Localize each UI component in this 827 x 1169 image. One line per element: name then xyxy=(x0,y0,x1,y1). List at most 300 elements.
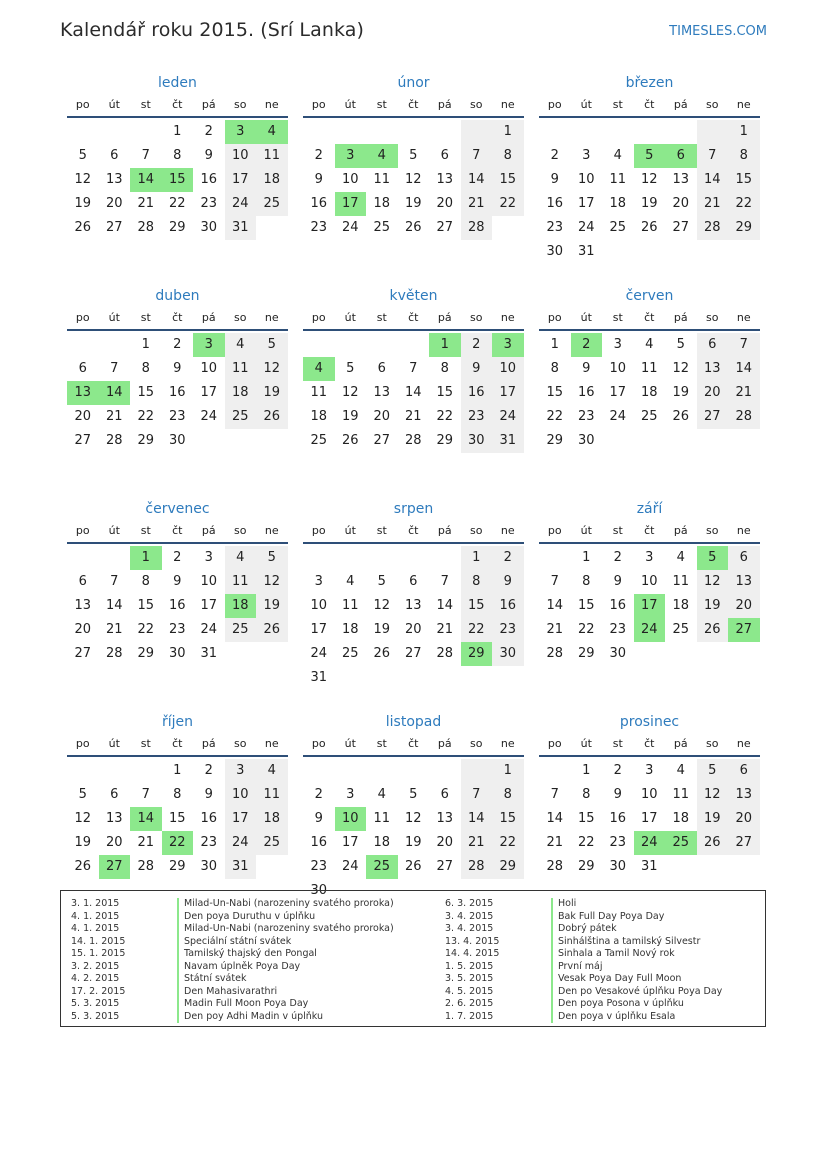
day-cell: 1 xyxy=(173,124,182,139)
day-cell: 22 xyxy=(577,622,595,637)
day-cell: 24 xyxy=(225,192,257,216)
day-cell: 2 xyxy=(550,148,559,163)
day-cell: 24 xyxy=(341,220,359,235)
day-cell: 26 xyxy=(672,409,690,424)
day-cell: 10 xyxy=(609,361,627,376)
day-cell: 17 xyxy=(341,835,359,850)
legend-date: 4. 1. 2015 xyxy=(71,910,120,922)
month-4 xyxy=(303,285,524,485)
day-cell: 24 xyxy=(310,646,328,661)
weekday-label: pá xyxy=(673,98,688,111)
weekday-label: po xyxy=(547,737,562,750)
day-cell: 21 xyxy=(728,381,760,405)
day-cell: 16 xyxy=(546,196,564,211)
day-cell: 22 xyxy=(728,192,760,216)
day-cell: 2 xyxy=(204,763,213,778)
month-name: září xyxy=(636,501,663,517)
holiday-day-cell: 17 xyxy=(335,192,367,216)
day-cell: 8 xyxy=(173,148,182,163)
day-grid xyxy=(303,546,524,690)
day-cell: 16 xyxy=(461,381,493,405)
day-cell: 11 xyxy=(373,811,391,826)
empty-cell xyxy=(99,120,131,144)
legend-holiday-name: Dobrý pátek xyxy=(551,923,617,936)
holiday-day-cell: 24 xyxy=(634,831,666,855)
day-cell: 17 xyxy=(310,622,328,637)
legend-date: 1. 5. 2015 xyxy=(445,960,494,972)
day-cell: 2 xyxy=(173,337,182,352)
day-cell: 22 xyxy=(436,409,454,424)
day-cell: 28 xyxy=(461,855,493,879)
weekday-label: ne xyxy=(264,98,279,111)
empty-cell xyxy=(398,120,430,144)
holiday-legend xyxy=(60,890,766,1027)
weekday-label: ne xyxy=(500,737,515,750)
empty-cell xyxy=(99,759,131,783)
day-cell: 7 xyxy=(550,574,559,589)
weekday-label: út xyxy=(108,737,120,750)
day-grid xyxy=(67,759,288,879)
weekday-label: čt xyxy=(172,98,183,111)
day-cell: 16 xyxy=(168,385,186,400)
day-cell: 18 xyxy=(373,835,391,850)
day-cell: 12 xyxy=(74,811,92,826)
day-cell: 26 xyxy=(256,618,288,642)
day-cell: 11 xyxy=(225,357,257,381)
weekday-label: po xyxy=(75,311,90,324)
day-cell: 28 xyxy=(436,646,454,661)
day-cell: 24 xyxy=(200,409,218,424)
day-cell: 13 xyxy=(436,172,454,187)
day-cell: 21 xyxy=(697,192,729,216)
day-cell: 5 xyxy=(409,787,418,802)
day-cell: 28 xyxy=(137,220,155,235)
day-cell: 3 xyxy=(582,148,591,163)
day-cell: 18 xyxy=(609,196,627,211)
day-cell: 17 xyxy=(640,811,658,826)
page-title: Kalendář roku 2015. (Srí Lanka) xyxy=(60,19,364,41)
day-cell: 4 xyxy=(377,787,386,802)
weekday-label: st xyxy=(140,524,151,537)
day-cell: 2 xyxy=(613,763,622,778)
legend-row xyxy=(71,1011,391,1024)
day-cell: 23 xyxy=(609,622,627,637)
day-cell: 23 xyxy=(310,859,328,874)
day-cell: 29 xyxy=(137,433,155,448)
weekday-label: st xyxy=(612,524,623,537)
day-cell: 14 xyxy=(546,811,564,826)
day-cell: 13 xyxy=(74,598,92,613)
weekday-label: čt xyxy=(172,311,183,324)
day-cell: 7 xyxy=(110,361,119,376)
legend-date: 15. 1. 2015 xyxy=(71,948,126,959)
month-name: květen xyxy=(389,288,438,304)
legend-row xyxy=(71,961,391,974)
weekday-label: út xyxy=(580,98,592,111)
day-cell: 27 xyxy=(373,433,391,448)
day-cell: 20 xyxy=(672,196,690,211)
day-cell: 16 xyxy=(609,598,627,613)
legend-date: 6. 3. 2015 xyxy=(445,898,494,909)
empty-cell xyxy=(335,546,367,570)
day-cell: 27 xyxy=(697,405,729,429)
day-cell: 19 xyxy=(341,409,359,424)
empty-cell xyxy=(303,120,335,144)
weekday-label: st xyxy=(376,98,387,111)
day-cell: 16 xyxy=(577,385,595,400)
day-cell: 6 xyxy=(440,787,449,802)
day-cell: 5 xyxy=(346,361,355,376)
day-cell: 22 xyxy=(577,835,595,850)
day-cell: 16 xyxy=(168,598,186,613)
holiday-day-cell: 5 xyxy=(697,546,729,570)
weekday-header xyxy=(67,94,288,118)
day-cell: 22 xyxy=(461,618,493,642)
day-grid xyxy=(67,120,288,240)
day-cell: 18 xyxy=(256,807,288,831)
day-cell: 25 xyxy=(341,646,359,661)
weekday-label: út xyxy=(344,524,356,537)
weekday-label: út xyxy=(580,524,592,537)
day-cell: 1 xyxy=(728,120,760,144)
weekday-header xyxy=(303,733,524,757)
empty-cell xyxy=(398,333,430,357)
empty-cell xyxy=(665,120,697,144)
weekday-header xyxy=(303,94,524,118)
day-cell: 23 xyxy=(461,405,493,429)
day-cell: 12 xyxy=(697,570,729,594)
day-cell: 24 xyxy=(492,405,524,429)
day-cell: 1 xyxy=(492,759,524,783)
day-cell: 12 xyxy=(341,385,359,400)
day-cell: 21 xyxy=(404,409,422,424)
holiday-day-cell: 15 xyxy=(162,168,194,192)
day-cell: 21 xyxy=(461,192,493,216)
day-cell: 18 xyxy=(225,381,257,405)
legend-holiday-name: Speciální státní svátek xyxy=(177,936,291,949)
month-name: duben xyxy=(155,288,200,304)
empty-cell xyxy=(634,120,666,144)
day-cell: 20 xyxy=(373,409,391,424)
day-cell: 27 xyxy=(728,831,760,855)
empty-cell xyxy=(303,333,335,357)
holiday-day-cell: 25 xyxy=(366,855,398,879)
weekday-label: so xyxy=(706,524,719,537)
weekday-label: ne xyxy=(264,737,279,750)
day-cell: 19 xyxy=(256,594,288,618)
day-cell: 3 xyxy=(645,550,654,565)
weekday-label: čt xyxy=(408,311,419,324)
legend-date: 3. 5. 2015 xyxy=(445,973,494,984)
legend-date: 1. 7. 2015 xyxy=(445,1010,494,1022)
day-cell: 5 xyxy=(256,333,288,357)
day-cell: 15 xyxy=(577,811,595,826)
day-cell: 28 xyxy=(404,433,422,448)
weekday-label: po xyxy=(311,524,326,537)
day-cell: 18 xyxy=(640,385,658,400)
weekday-label: so xyxy=(706,98,719,111)
day-cell: 15 xyxy=(168,811,186,826)
empty-cell xyxy=(429,546,461,570)
day-grid xyxy=(539,120,760,264)
day-cell: 29 xyxy=(436,433,454,448)
day-cell: 11 xyxy=(609,172,627,187)
weekday-label: ne xyxy=(500,311,515,324)
day-cell: 15 xyxy=(492,168,524,192)
day-cell: 29 xyxy=(577,859,595,874)
legend-row xyxy=(71,998,391,1011)
day-cell: 11 xyxy=(310,385,328,400)
day-cell: 7 xyxy=(461,783,493,807)
weekday-label: so xyxy=(234,311,247,324)
day-cell: 15 xyxy=(137,385,155,400)
day-cell: 23 xyxy=(200,835,218,850)
day-cell: 23 xyxy=(546,220,564,235)
day-cell: 29 xyxy=(577,646,595,661)
month-name: listopad xyxy=(385,714,442,730)
legend-date: 4. 5. 2015 xyxy=(445,985,494,997)
weekday-label: so xyxy=(234,737,247,750)
legend-row xyxy=(445,923,765,936)
day-cell: 22 xyxy=(492,831,524,855)
weekday-header xyxy=(539,307,760,331)
weekday-label: út xyxy=(580,311,592,324)
day-cell: 8 xyxy=(550,361,559,376)
legend-row xyxy=(71,911,391,924)
weekday-label: po xyxy=(311,311,326,324)
weekday-label: po xyxy=(547,524,562,537)
day-cell: 4 xyxy=(676,763,685,778)
empty-cell xyxy=(335,333,367,357)
day-cell: 5 xyxy=(377,574,386,589)
day-cell: 17 xyxy=(200,385,218,400)
day-cell: 29 xyxy=(137,646,155,661)
day-cell: 23 xyxy=(168,622,186,637)
day-grid xyxy=(539,333,760,453)
day-cell: 21 xyxy=(546,835,564,850)
legend-holiday-name: Tamilský thajský den Pongal xyxy=(177,948,317,961)
day-cell: 23 xyxy=(492,618,524,642)
day-cell: 13 xyxy=(728,783,760,807)
weekday-label: út xyxy=(344,98,356,111)
day-cell: 16 xyxy=(492,594,524,618)
day-cell: 6 xyxy=(697,333,729,357)
day-cell: 20 xyxy=(105,196,123,211)
holiday-day-cell: 29 xyxy=(461,642,493,666)
day-cell: 27 xyxy=(74,646,92,661)
day-cell: 30 xyxy=(609,859,627,874)
holiday-day-cell: 4 xyxy=(366,144,398,168)
weekday-label: po xyxy=(75,737,90,750)
day-cell: 22 xyxy=(168,196,186,211)
empty-cell xyxy=(130,759,162,783)
day-cell: 14 xyxy=(461,168,493,192)
legend-row xyxy=(71,936,391,949)
weekday-label: út xyxy=(580,737,592,750)
day-cell: 1 xyxy=(173,763,182,778)
day-cell: 1 xyxy=(492,120,524,144)
day-cell: 23 xyxy=(577,409,595,424)
day-cell: 28 xyxy=(461,216,493,240)
day-cell: 22 xyxy=(546,409,564,424)
holiday-day-cell: 13 xyxy=(67,381,99,405)
weekday-label: so xyxy=(706,311,719,324)
day-cell: 4 xyxy=(256,759,288,783)
empty-cell xyxy=(366,759,398,783)
day-cell: 13 xyxy=(373,385,391,400)
empty-cell xyxy=(366,546,398,570)
weekday-label: čt xyxy=(172,737,183,750)
weekday-label: pá xyxy=(201,311,216,324)
day-cell: 12 xyxy=(697,783,729,807)
empty-cell xyxy=(67,546,99,570)
day-cell: 8 xyxy=(141,361,150,376)
empty-cell xyxy=(366,120,398,144)
weekday-label: po xyxy=(75,524,90,537)
weekday-label: so xyxy=(470,737,483,750)
day-cell: 14 xyxy=(461,807,493,831)
day-cell: 10 xyxy=(640,787,658,802)
day-cell: 8 xyxy=(582,787,591,802)
day-cell: 2 xyxy=(492,546,524,570)
day-cell: 19 xyxy=(404,835,422,850)
empty-cell xyxy=(398,759,430,783)
weekday-label: so xyxy=(470,311,483,324)
day-cell: 9 xyxy=(204,148,213,163)
legend-date: 14. 1. 2015 xyxy=(71,935,126,947)
month-8 xyxy=(539,498,760,698)
day-cell: 28 xyxy=(105,433,123,448)
day-cell: 22 xyxy=(492,192,524,216)
weekday-label: út xyxy=(108,98,120,111)
legend-holiday-name: Den po Vesakové úplňku Poya Day xyxy=(551,986,722,999)
day-cell: 15 xyxy=(461,594,493,618)
legend-holiday-name: Sinhala a Tamil Nový rok xyxy=(551,948,675,961)
day-cell: 3 xyxy=(645,763,654,778)
legend-holiday-name: První máj xyxy=(551,961,603,974)
weekday-label: pá xyxy=(201,524,216,537)
day-cell: 7 xyxy=(141,148,150,163)
day-cell: 17 xyxy=(609,385,627,400)
day-cell: 17 xyxy=(200,598,218,613)
day-cell: 28 xyxy=(697,216,729,240)
day-cell: 9 xyxy=(173,574,182,589)
day-cell: 20 xyxy=(697,381,729,405)
legend-holiday-name: Milad-Un-Nabi (narozeniny svatého proroka) xyxy=(177,898,394,911)
day-cell: 2 xyxy=(613,550,622,565)
weekday-label: čt xyxy=(408,737,419,750)
day-cell: 12 xyxy=(256,357,288,381)
weekday-label: ne xyxy=(500,98,515,111)
day-cell: 15 xyxy=(577,598,595,613)
legend-row xyxy=(445,1011,765,1024)
month-5 xyxy=(539,285,760,485)
day-cell: 18 xyxy=(310,409,328,424)
legend-row xyxy=(445,911,765,924)
day-cell: 8 xyxy=(728,144,760,168)
day-cell: 11 xyxy=(640,361,658,376)
empty-cell xyxy=(571,120,603,144)
day-cell: 25 xyxy=(225,618,257,642)
day-cell: 30 xyxy=(168,646,186,661)
weekday-label: pá xyxy=(437,98,452,111)
weekday-label: út xyxy=(108,524,120,537)
day-cell: 6 xyxy=(78,361,87,376)
day-cell: 15 xyxy=(436,385,454,400)
weekday-label: pá xyxy=(201,737,216,750)
day-cell: 28 xyxy=(137,859,155,874)
day-cell: 26 xyxy=(256,405,288,429)
empty-cell xyxy=(303,759,335,783)
day-cell: 25 xyxy=(256,192,288,216)
day-cell: 14 xyxy=(436,598,454,613)
weekday-header xyxy=(539,94,760,118)
day-cell: 4 xyxy=(613,148,622,163)
legend-date: 17. 2. 2015 xyxy=(71,985,126,997)
day-cell: 20 xyxy=(436,835,454,850)
weekday-label: st xyxy=(612,311,623,324)
weekday-header xyxy=(303,307,524,331)
weekday-header xyxy=(67,520,288,544)
month-7 xyxy=(303,498,524,698)
day-cell: 21 xyxy=(105,409,123,424)
day-cell: 8 xyxy=(492,783,524,807)
day-cell: 26 xyxy=(373,646,391,661)
day-cell: 10 xyxy=(341,172,359,187)
empty-cell xyxy=(67,120,99,144)
day-cell: 5 xyxy=(78,787,87,802)
brand-link[interactable]: TIMESLES.COM xyxy=(669,24,767,39)
weekday-label: ne xyxy=(264,524,279,537)
day-cell: 21 xyxy=(105,622,123,637)
empty-cell xyxy=(539,759,571,783)
day-cell: 8 xyxy=(492,144,524,168)
day-cell: 8 xyxy=(440,361,449,376)
legend-column-left xyxy=(71,898,394,1023)
holiday-day-cell: 4 xyxy=(256,120,288,144)
day-cell: 9 xyxy=(314,172,323,187)
day-cell: 31 xyxy=(200,646,218,661)
day-cell: 16 xyxy=(310,196,328,211)
legend-row xyxy=(445,936,765,949)
legend-row xyxy=(445,986,765,999)
day-cell: 20 xyxy=(74,409,92,424)
day-cell: 20 xyxy=(404,622,422,637)
empty-cell xyxy=(429,120,461,144)
day-cell: 18 xyxy=(341,622,359,637)
day-cell: 29 xyxy=(728,216,760,240)
holiday-day-cell: 2 xyxy=(571,333,603,357)
day-cell: 30 xyxy=(200,220,218,235)
day-cell: 4 xyxy=(676,550,685,565)
day-cell: 24 xyxy=(609,409,627,424)
day-cell: 4 xyxy=(346,574,355,589)
legend-holiday-name: Den poy Adhi Madin v úplňku xyxy=(177,1011,323,1024)
day-cell: 30 xyxy=(546,244,564,259)
day-cell: 2 xyxy=(204,124,213,139)
day-cell: 19 xyxy=(404,196,422,211)
day-cell: 28 xyxy=(105,646,123,661)
day-cell: 19 xyxy=(74,196,92,211)
day-cell: 24 xyxy=(200,622,218,637)
month-name: srpen xyxy=(393,501,434,517)
month-name: leden xyxy=(158,75,197,91)
month-6 xyxy=(67,498,288,698)
month-name: prosinec xyxy=(619,714,680,730)
holiday-day-cell: 6 xyxy=(665,144,697,168)
weekday-label: ne xyxy=(736,311,751,324)
weekday-label: po xyxy=(311,98,326,111)
